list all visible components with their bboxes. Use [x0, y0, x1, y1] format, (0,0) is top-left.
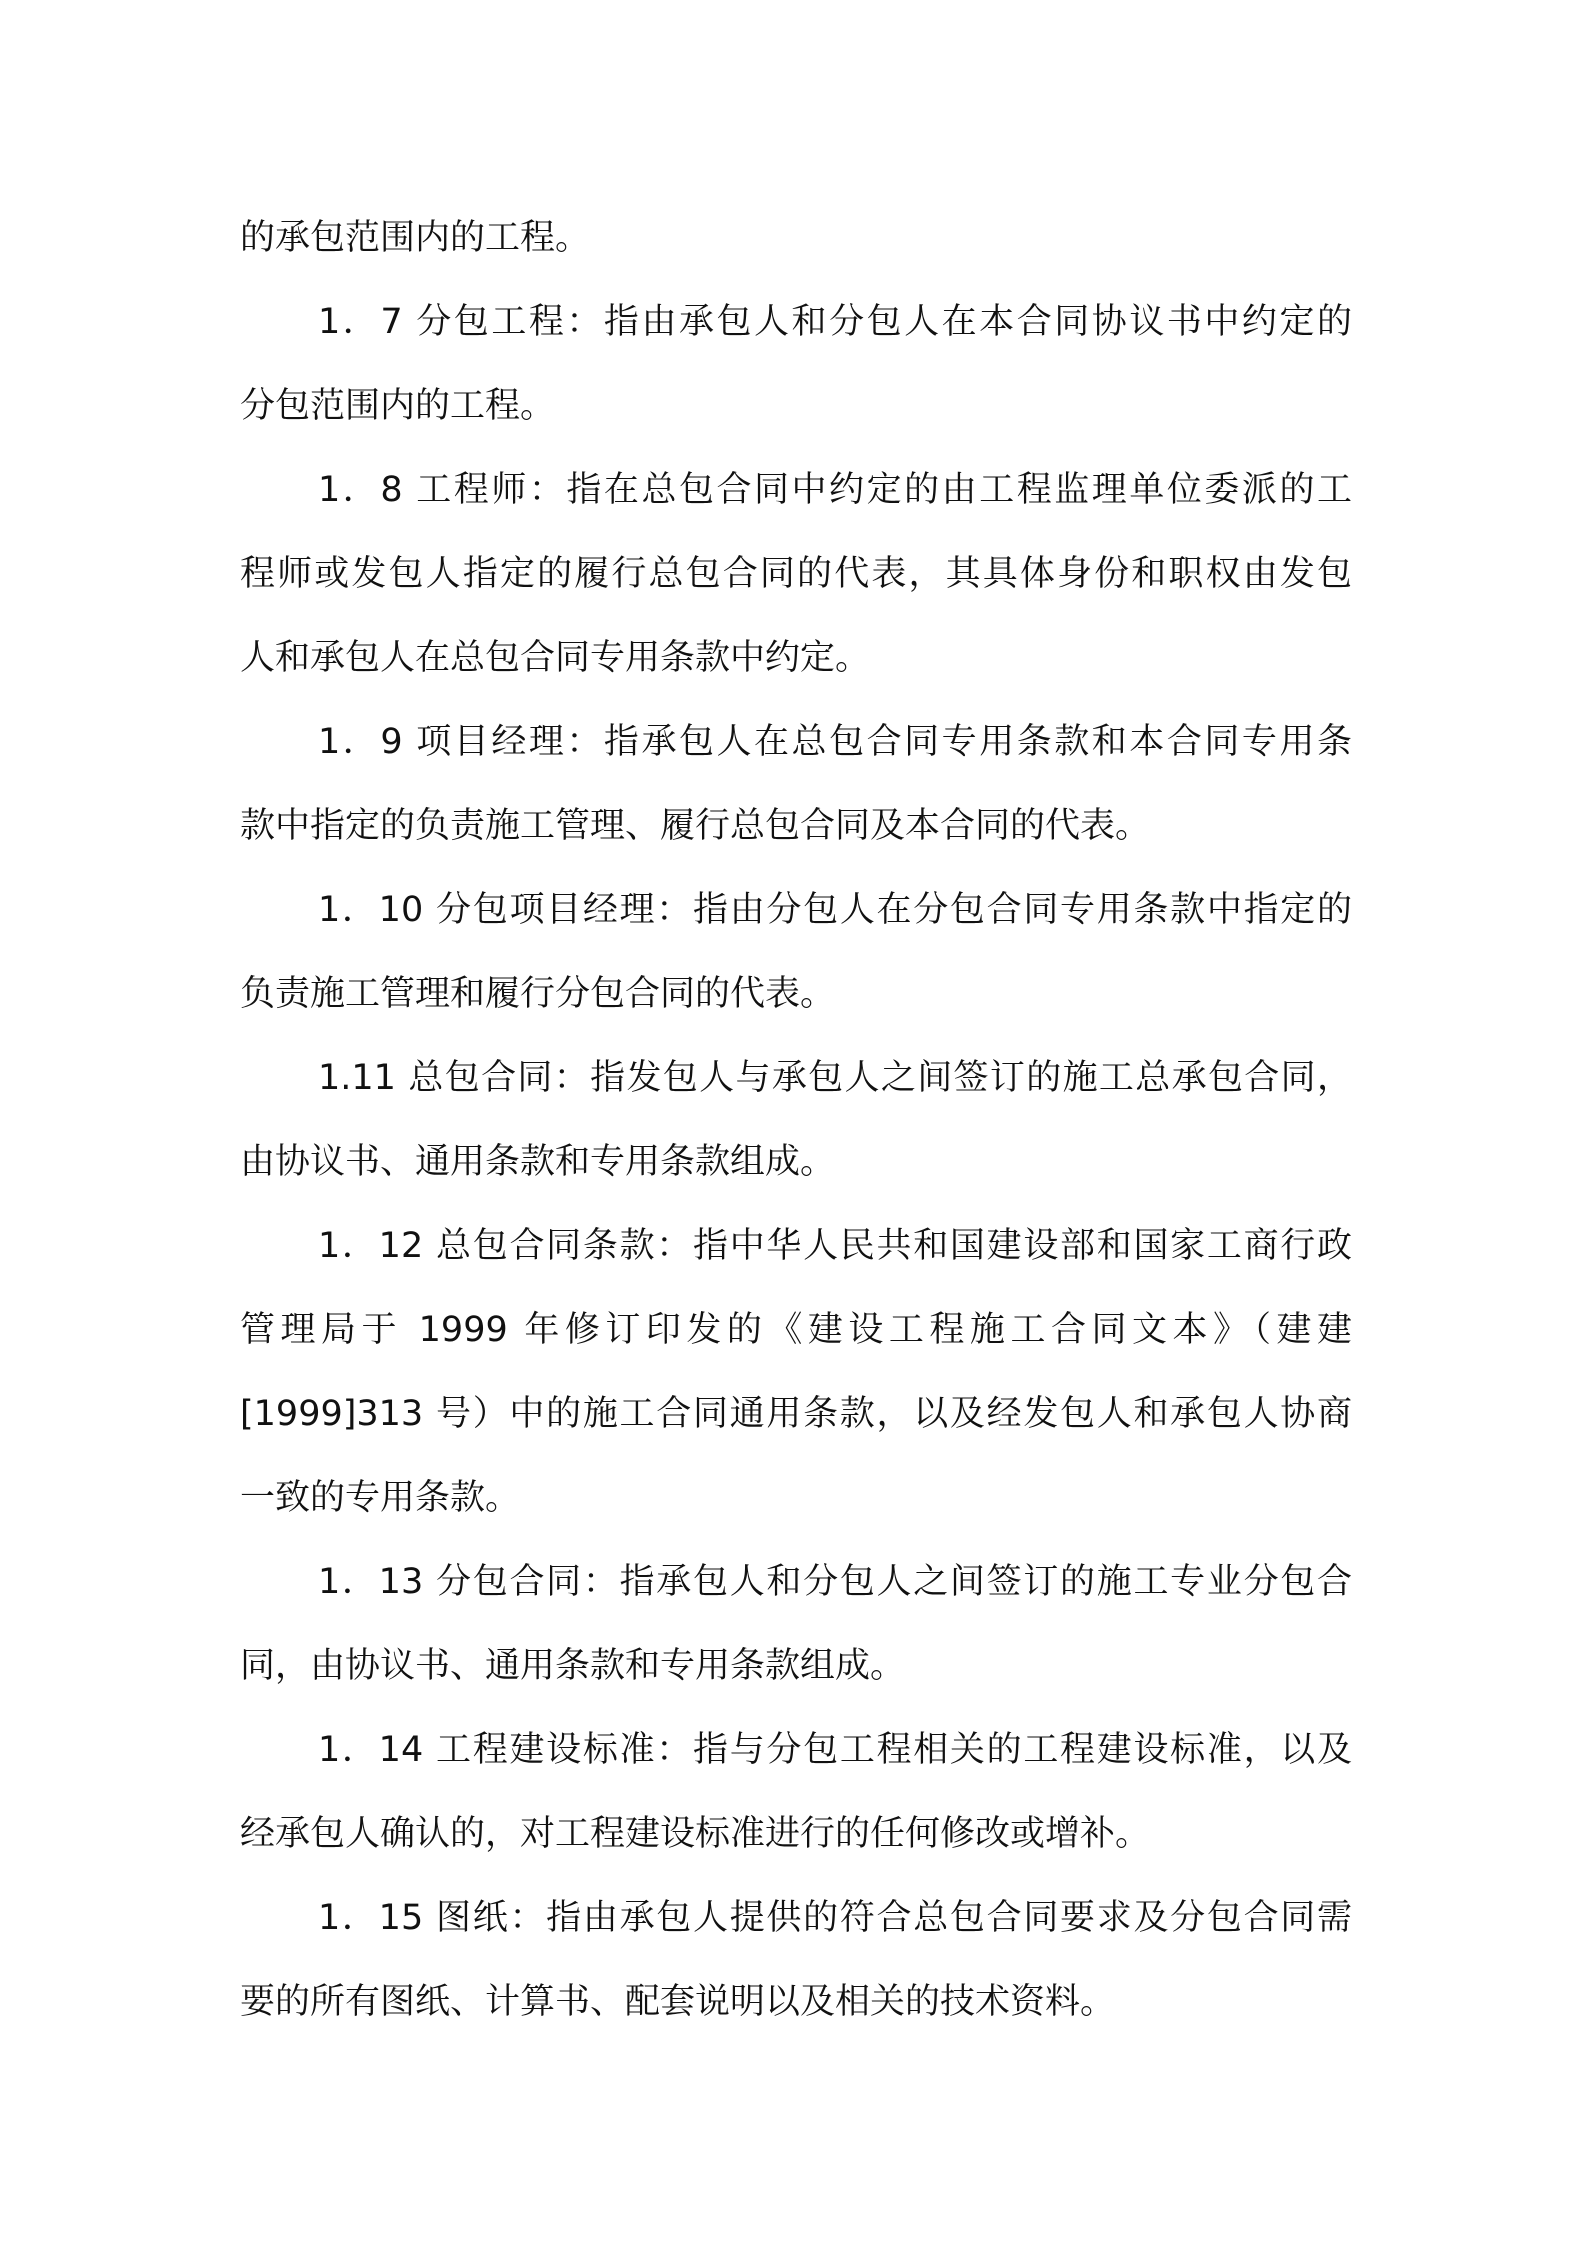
- clause-1-12-line-3: [1999]313 号）中的施工合同通用条款，以及经发包人和承包人协商: [240, 1394, 1352, 1434]
- clause-1-7-line-2: 分包范围内的工程。: [240, 386, 556, 426]
- clause-1-15-line-2: 要的所有图纸、计算书、配套说明以及相关的技术资料。: [240, 1982, 1116, 2022]
- clause-1-10-line-1: 1．10 分包项目经理：指由分包人在分包合同专用条款中指定的: [318, 890, 1352, 930]
- clause-1-10-line-2: 负责施工管理和履行分包合同的代表。: [240, 974, 836, 1014]
- clause-1-8-line-1: 1．8 工程师：指在总包合同中约定的由工程监理单位委派的工: [318, 470, 1352, 510]
- clause-1-9-line-2: 款中指定的负责施工管理、履行总包合同及本合同的代表。: [240, 806, 1151, 846]
- document-body: [240, 196, 1352, 2044]
- text-line-continuation: 的承包范围内的工程。: [240, 218, 591, 258]
- clause-1-9-line-1: 1．9 项目经理：指承包人在总包合同专用条款和本合同专用条: [318, 722, 1352, 762]
- clause-1-8-line-2: 程师或发包人指定的履行总包合同的代表，其具体身份和职权由发包: [240, 554, 1352, 594]
- clause-1-11-line-1: 1.11 总包合同：指发包人与承包人之间签订的施工总承包合同，: [318, 1058, 1352, 1098]
- clause-1-14-line-2: 经承包人确认的，对工程建设标准进行的任何修改或增补。: [240, 1814, 1151, 1854]
- clause-1-12-line-4: 一致的专用条款。: [240, 1478, 521, 1518]
- clause-1-13-line-1: 1．13 分包合同：指承包人和分包人之间签订的施工专业分包合: [318, 1562, 1352, 1602]
- clause-1-13-line-2: 同，由协议书、通用条款和专用条款组成。: [240, 1646, 906, 1686]
- clause-1-12-line-1: 1．12 总包合同条款：指中华人民共和国建设部和国家工商行政: [318, 1226, 1352, 1266]
- clause-1-11-line-2: 由协议书、通用条款和专用条款组成。: [240, 1142, 836, 1182]
- clause-1-8-line-3: 人和承包人在总包合同专用条款中约定。: [240, 638, 871, 678]
- clause-1-14-line-1: 1．14 工程建设标准：指与分包工程相关的工程建设标准，以及: [318, 1730, 1352, 1770]
- clause-1-15-line-1: 1．15 图纸：指由承包人提供的符合总包合同要求及分包合同需: [318, 1898, 1352, 1938]
- clause-1-7-line-1: 1．7 分包工程：指由承包人和分包人在本合同协议书中约定的: [318, 302, 1352, 342]
- clause-1-12-line-2: 管理局于 1999 年修订印发的《建设工程施工合同文本》（建建: [240, 1310, 1352, 1350]
